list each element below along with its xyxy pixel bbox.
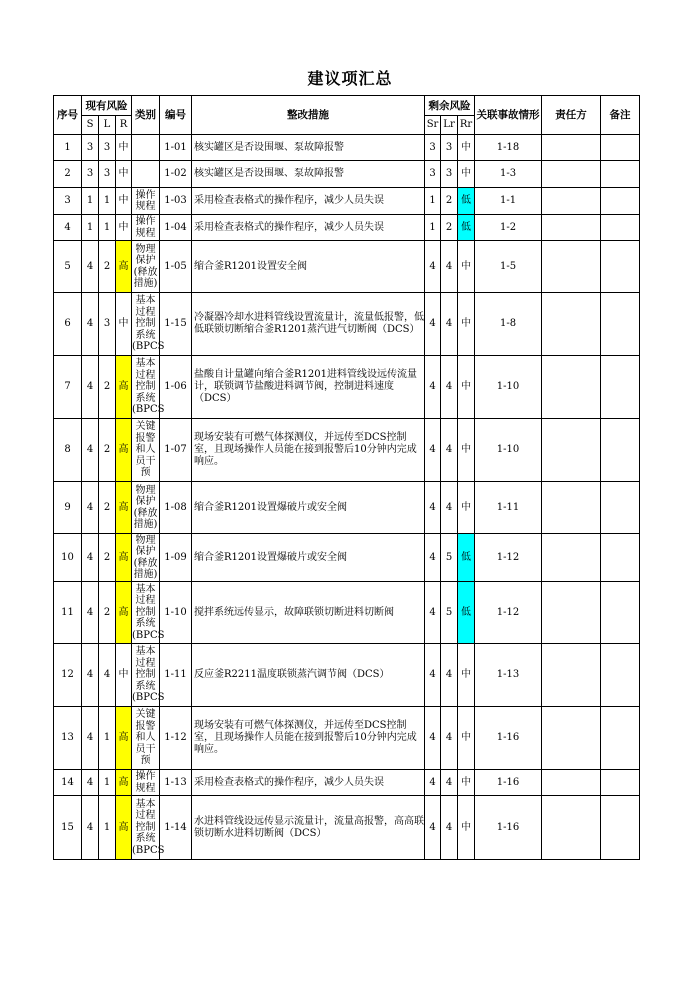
cell-sr: 4 xyxy=(425,293,441,356)
cell-seq: 6 xyxy=(54,293,82,356)
cell-rr: 中 xyxy=(458,644,475,707)
cell-rr: 中 xyxy=(458,770,475,796)
header-r: R xyxy=(116,116,132,135)
cell-r: 高 xyxy=(116,707,132,770)
cell-measure: 现场安装有可燃气体探测仪，并远传至DCS控制室，且现场操作人员能在接到报警后10分钟内完成响应。 xyxy=(192,419,425,482)
cell-code: 1-15 xyxy=(160,293,192,356)
cell-cat: 基本过程控制系统(BPCS xyxy=(132,356,160,419)
cell-rel: 1-8 xyxy=(475,293,542,356)
cell-owner xyxy=(542,419,601,482)
cell-measure: 缩合釜R1201设置安全阀 xyxy=(192,241,425,293)
cell-seq: 1 xyxy=(54,135,82,161)
cell-code: 1-11 xyxy=(160,644,192,707)
cell-sr: 4 xyxy=(425,644,441,707)
cell-measure: 缩合釜R1201设置爆破片或安全阀 xyxy=(192,534,425,582)
cell-cat xyxy=(132,135,160,161)
cell-l: 2 xyxy=(99,356,116,419)
cell-rr: 低 xyxy=(458,188,475,215)
table-row xyxy=(54,482,640,534)
cell-remark xyxy=(601,161,640,188)
cell-owner xyxy=(542,215,601,241)
cell-lr: 4 xyxy=(441,707,458,770)
cell-s: 4 xyxy=(82,770,99,796)
table-row xyxy=(54,534,640,582)
cell-rel: 1-16 xyxy=(475,707,542,770)
cell-rel: 1-13 xyxy=(475,644,542,707)
cell-s: 4 xyxy=(82,707,99,770)
cell-s: 4 xyxy=(82,419,99,482)
header-lr: Lr xyxy=(441,116,458,135)
cell-code: 1-13 xyxy=(160,770,192,796)
cell-sr: 1 xyxy=(425,215,441,241)
cell-rr: 中 xyxy=(458,135,475,161)
page-title: 建议项汇总 xyxy=(307,69,393,88)
cell-measure: 反应釜R2211温度联锁蒸汽调节阀（DCS） xyxy=(192,644,425,707)
cell-sr: 1 xyxy=(425,188,441,215)
cell-rel: 1-18 xyxy=(475,135,542,161)
cell-l: 1 xyxy=(99,707,116,770)
cell-measure: 盐酸自计量罐向缩合釜R1201进料管线设远传流量计，联锁调节盐酸进料调节阀，控制进料速度（DCS） xyxy=(192,356,425,419)
cell-rel: 1-3 xyxy=(475,161,542,188)
cell-owner xyxy=(542,356,601,419)
cell-code: 1-01 xyxy=(160,135,192,161)
cell-measure: 冷凝器冷却水进料管线设置流量计，流量低报警，低低联锁切断缩合釜R1201蒸汽进气切断阀（DCS） xyxy=(192,293,425,356)
header-current-risk: 现有风险 xyxy=(82,96,132,116)
header-residual-risk: 剩余风险 xyxy=(425,96,475,116)
cell-lr: 2 xyxy=(441,215,458,241)
cell-measure: 采用检查表格式的操作程序，减少人员失误 xyxy=(192,770,425,796)
cell-rr: 低 xyxy=(458,582,475,644)
cell-sr: 4 xyxy=(425,796,441,860)
cell-rel: 1-16 xyxy=(475,770,542,796)
cell-l: 4 xyxy=(99,644,116,707)
table-row xyxy=(54,796,640,860)
cell-rr: 低 xyxy=(458,534,475,582)
cell-measure: 采用检查表格式的操作程序，减少人员失误 xyxy=(192,188,425,215)
cell-sr: 4 xyxy=(425,241,441,293)
cell-cat: 物理保护(释放措施) xyxy=(132,482,160,534)
cell-s: 4 xyxy=(82,482,99,534)
cell-cat: 基本过程控制系统(BPCS xyxy=(132,644,160,707)
cell-owner xyxy=(542,135,601,161)
cell-r: 高 xyxy=(116,356,132,419)
table-header xyxy=(54,96,640,135)
table-row xyxy=(54,770,640,796)
cell-sr: 4 xyxy=(425,356,441,419)
cell-l: 2 xyxy=(99,419,116,482)
cell-r: 高 xyxy=(116,534,132,582)
cell-code: 1-12 xyxy=(160,707,192,770)
recommendation-table xyxy=(53,95,640,860)
cell-owner xyxy=(542,644,601,707)
cell-rel: 1-16 xyxy=(475,796,542,860)
cell-r: 中 xyxy=(116,161,132,188)
cell-lr: 4 xyxy=(441,241,458,293)
cell-seq: 9 xyxy=(54,482,82,534)
cell-measure: 采用检查表格式的操作程序，减少人员失误 xyxy=(192,215,425,241)
cell-code: 1-04 xyxy=(160,215,192,241)
cell-rr: 中 xyxy=(458,796,475,860)
cell-r: 高 xyxy=(116,482,132,534)
cell-rr: 中 xyxy=(458,293,475,356)
cell-seq: 4 xyxy=(54,215,82,241)
cell-l: 2 xyxy=(99,482,116,534)
table-row xyxy=(54,293,640,356)
cell-s: 4 xyxy=(82,293,99,356)
cell-owner xyxy=(542,796,601,860)
header-s: S xyxy=(82,116,99,135)
cell-rr: 中 xyxy=(458,161,475,188)
cell-rel: 1-12 xyxy=(475,582,542,644)
cell-cat: 物理保护(释放措施) xyxy=(132,241,160,293)
cell-code: 1-08 xyxy=(160,482,192,534)
cell-seq: 15 xyxy=(54,796,82,860)
cell-remark xyxy=(601,241,640,293)
cell-s: 4 xyxy=(82,582,99,644)
cell-code: 1-09 xyxy=(160,534,192,582)
table-body xyxy=(54,135,640,860)
cell-owner xyxy=(542,293,601,356)
table-row xyxy=(54,161,640,188)
table-row xyxy=(54,215,640,241)
cell-sr: 4 xyxy=(425,770,441,796)
header-sr: Sr xyxy=(425,116,441,135)
cell-owner xyxy=(542,161,601,188)
cell-r: 高 xyxy=(116,241,132,293)
cell-rr: 低 xyxy=(458,215,475,241)
cell-code: 1-14 xyxy=(160,796,192,860)
cell-lr: 5 xyxy=(441,582,458,644)
cell-r: 中 xyxy=(116,644,132,707)
cell-measure: 水进料管线设远传显示流量计，流量高报警，高高联锁切断水进料切断阀（DCS） xyxy=(192,796,425,860)
cell-owner xyxy=(542,241,601,293)
cell-s: 4 xyxy=(82,241,99,293)
cell-code: 1-06 xyxy=(160,356,192,419)
cell-rr: 中 xyxy=(458,241,475,293)
cell-r: 中 xyxy=(116,215,132,241)
header-code: 编号 xyxy=(160,96,192,135)
cell-seq: 2 xyxy=(54,161,82,188)
cell-lr: 4 xyxy=(441,293,458,356)
header-owner: 责任方 xyxy=(542,96,601,135)
cell-rr: 中 xyxy=(458,482,475,534)
table-row xyxy=(54,356,640,419)
cell-owner xyxy=(542,770,601,796)
cell-code: 1-02 xyxy=(160,161,192,188)
cell-cat: 基本过程控制系统(BPCS xyxy=(132,293,160,356)
cell-r: 高 xyxy=(116,419,132,482)
cell-sr: 4 xyxy=(425,707,441,770)
cell-r: 中 xyxy=(116,135,132,161)
cell-l: 3 xyxy=(99,135,116,161)
header-related: 关联事故情形 xyxy=(475,96,542,135)
cell-s: 4 xyxy=(82,356,99,419)
cell-s: 4 xyxy=(82,644,99,707)
cell-remark xyxy=(601,707,640,770)
cell-remark xyxy=(601,644,640,707)
cell-seq: 7 xyxy=(54,356,82,419)
cell-seq: 11 xyxy=(54,582,82,644)
cell-lr: 4 xyxy=(441,796,458,860)
cell-lr: 3 xyxy=(441,161,458,188)
cell-rel: 1-1 xyxy=(475,188,542,215)
cell-l: 3 xyxy=(99,161,116,188)
cell-cat: 关键报警和人员干预 xyxy=(132,707,160,770)
cell-r: 高 xyxy=(116,770,132,796)
cell-code: 1-05 xyxy=(160,241,192,293)
cell-remark xyxy=(601,135,640,161)
cell-cat: 操作规程 xyxy=(132,215,160,241)
cell-rel: 1-10 xyxy=(475,419,542,482)
cell-l: 2 xyxy=(99,534,116,582)
cell-seq: 10 xyxy=(54,534,82,582)
cell-lr: 2 xyxy=(441,188,458,215)
cell-cat: 操作规程 xyxy=(132,188,160,215)
cell-l: 2 xyxy=(99,241,116,293)
header-category: 类别 xyxy=(132,96,160,135)
cell-seq: 8 xyxy=(54,419,82,482)
cell-remark xyxy=(601,482,640,534)
table-row xyxy=(54,188,640,215)
cell-code: 1-07 xyxy=(160,419,192,482)
cell-remark xyxy=(601,356,640,419)
cell-owner xyxy=(542,582,601,644)
cell-cat: 基本过程控制系统(BPCS xyxy=(132,582,160,644)
cell-measure: 核实罐区是否设围堰、泵故障报警 xyxy=(192,161,425,188)
cell-seq: 3 xyxy=(54,188,82,215)
cell-rel: 1-5 xyxy=(475,241,542,293)
cell-cat: 物理保护(释放措施) xyxy=(132,534,160,582)
cell-rel: 1-10 xyxy=(475,356,542,419)
cell-remark xyxy=(601,582,640,644)
table-row xyxy=(54,419,640,482)
cell-remark xyxy=(601,419,640,482)
cell-lr: 4 xyxy=(441,770,458,796)
header-l: L xyxy=(99,116,116,135)
cell-rr: 中 xyxy=(458,419,475,482)
cell-sr: 4 xyxy=(425,419,441,482)
cell-remark xyxy=(601,293,640,356)
cell-cat xyxy=(132,161,160,188)
table-row xyxy=(54,241,640,293)
cell-seq: 5 xyxy=(54,241,82,293)
cell-owner xyxy=(542,534,601,582)
cell-l: 1 xyxy=(99,215,116,241)
cell-measure: 核实罐区是否设围堰、泵故障报警 xyxy=(192,135,425,161)
header-seq: 序号 xyxy=(54,96,82,135)
cell-r: 中 xyxy=(116,188,132,215)
cell-l: 1 xyxy=(99,188,116,215)
cell-seq: 14 xyxy=(54,770,82,796)
cell-remark xyxy=(601,215,640,241)
cell-cat: 操作规程 xyxy=(132,770,160,796)
cell-measure: 缩合釜R1201设置爆破片或安全阀 xyxy=(192,482,425,534)
cell-remark xyxy=(601,770,640,796)
cell-s: 3 xyxy=(82,161,99,188)
cell-measure: 搅拌系统远传显示，故障联锁切断进料切断阀 xyxy=(192,582,425,644)
table-row xyxy=(54,707,640,770)
cell-lr: 4 xyxy=(441,482,458,534)
cell-l: 2 xyxy=(99,582,116,644)
cell-r: 高 xyxy=(116,796,132,860)
table-row xyxy=(54,582,640,644)
cell-sr: 4 xyxy=(425,582,441,644)
header-measures: 整改措施 xyxy=(192,96,425,135)
cell-s: 1 xyxy=(82,188,99,215)
cell-lr: 4 xyxy=(441,356,458,419)
cell-owner xyxy=(542,707,601,770)
table-row xyxy=(54,135,640,161)
cell-s: 4 xyxy=(82,534,99,582)
cell-seq: 13 xyxy=(54,707,82,770)
cell-code: 1-03 xyxy=(160,188,192,215)
cell-sr: 3 xyxy=(425,135,441,161)
cell-lr: 4 xyxy=(441,419,458,482)
cell-r: 高 xyxy=(116,582,132,644)
cell-sr: 4 xyxy=(425,534,441,582)
cell-s: 1 xyxy=(82,215,99,241)
cell-l: 3 xyxy=(99,293,116,356)
cell-sr: 4 xyxy=(425,482,441,534)
cell-rr: 中 xyxy=(458,707,475,770)
cell-lr: 3 xyxy=(441,135,458,161)
cell-cat: 基本过程控制系统(BPCS xyxy=(132,796,160,860)
cell-rel: 1-12 xyxy=(475,534,542,582)
cell-seq: 12 xyxy=(54,644,82,707)
cell-remark xyxy=(601,534,640,582)
cell-remark xyxy=(601,796,640,860)
header-rr: Rr xyxy=(458,116,475,135)
cell-l: 1 xyxy=(99,796,116,860)
cell-rr: 中 xyxy=(458,356,475,419)
cell-owner xyxy=(542,188,601,215)
cell-measure: 现场安装有可燃气体探测仪，并远传至DCS控制室，且现场操作人员能在接到报警后10分钟内完成响应。 xyxy=(192,707,425,770)
cell-code: 1-10 xyxy=(160,582,192,644)
table-row xyxy=(54,644,640,707)
cell-rel: 1-11 xyxy=(475,482,542,534)
cell-remark xyxy=(601,188,640,215)
cell-l: 1 xyxy=(99,770,116,796)
cell-sr: 3 xyxy=(425,161,441,188)
cell-r: 中 xyxy=(116,293,132,356)
cell-s: 3 xyxy=(82,135,99,161)
header-remarks: 备注 xyxy=(601,96,640,135)
cell-owner xyxy=(542,482,601,534)
cell-lr: 4 xyxy=(441,644,458,707)
cell-cat: 关键报警和人员干预 xyxy=(132,419,160,482)
cell-lr: 5 xyxy=(441,534,458,582)
cell-s: 4 xyxy=(82,796,99,860)
cell-rel: 1-2 xyxy=(475,215,542,241)
